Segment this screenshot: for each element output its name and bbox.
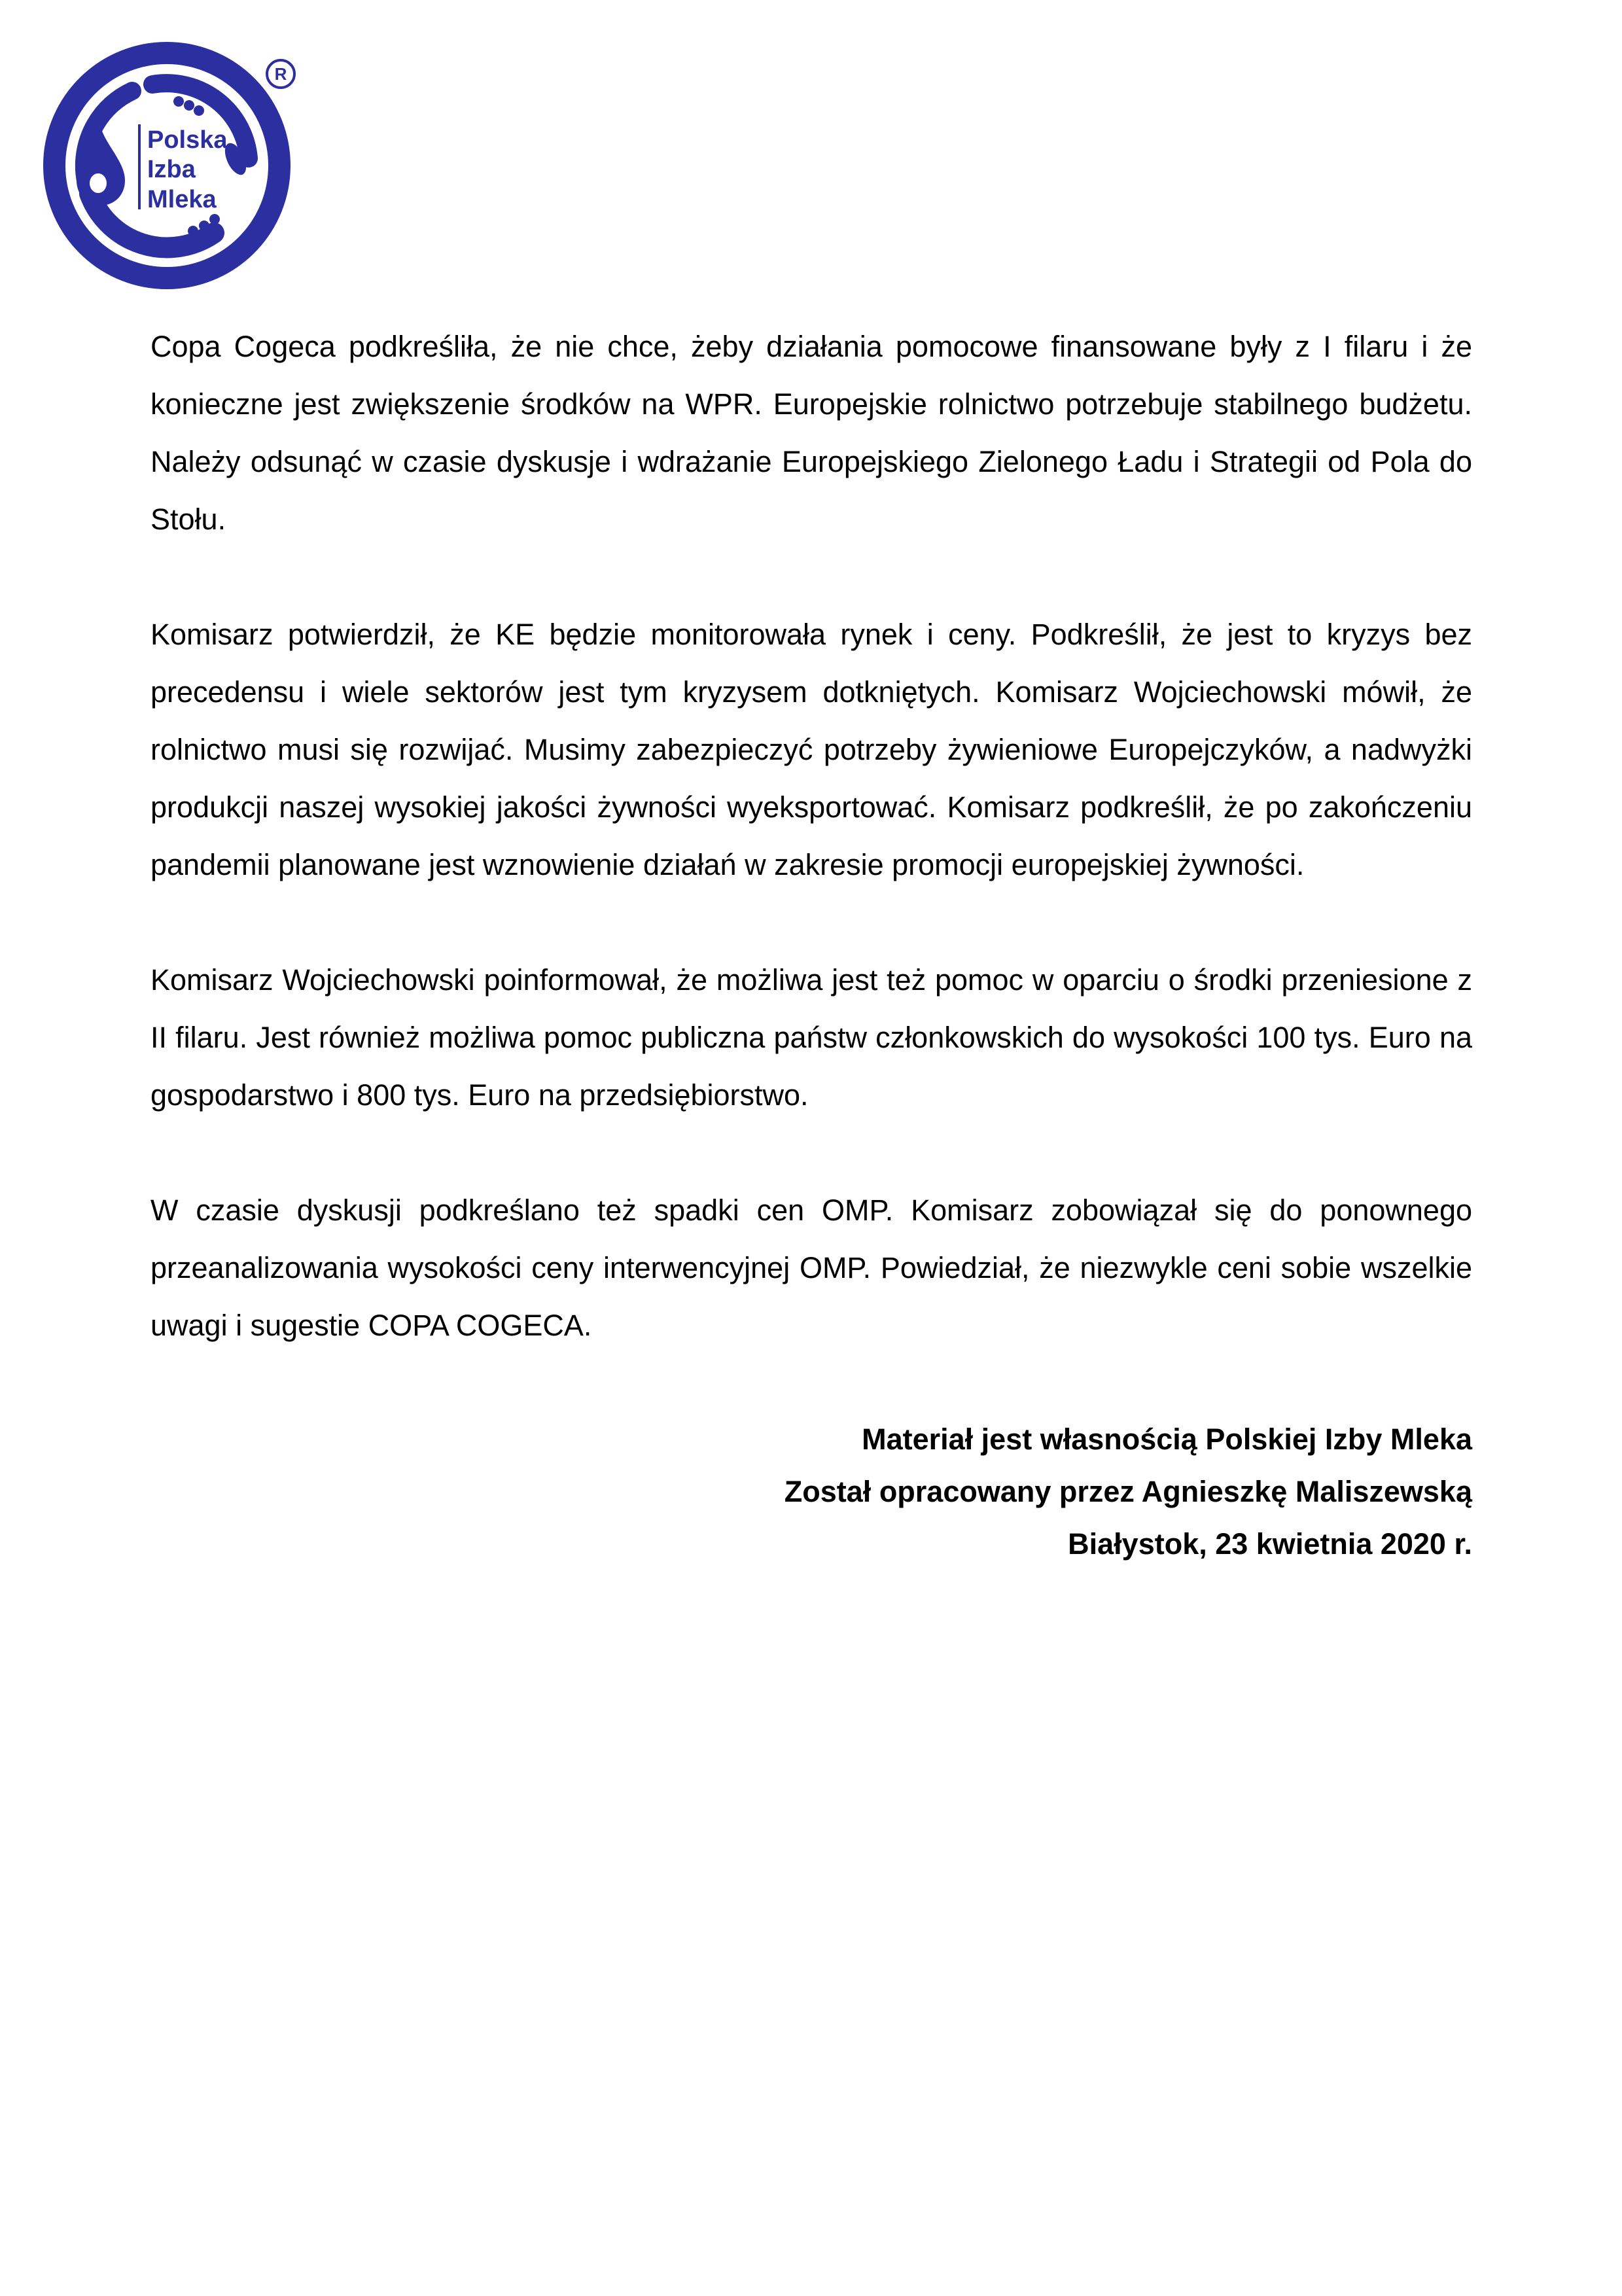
milk-drop-highlight [90,173,107,193]
document-body [150,318,1472,1570]
body-paragraph-3: Komisarz Wojciechowski poinformował, że możliwa jest też pomoc w oparciu o środki przeniesione z II filaru. Jest również możliwa pomoc publiczna państw członkowskich do wysokości 100 tys. Euro na gospodarstwo i 800 tys. Euro na przedsiębiorstwo. [150,963,1472,1112]
document-footer [150,1413,1472,1570]
logo-text-line2: Izba [147,156,196,183]
polska-izba-mleka-logo [36,38,324,300]
svg-text:R: R [274,64,287,84]
body-paragraph-1: Copa Cogeca podkreśliła, że nie chce, żeby działania pomocowe finansowane były z I filaru i że konieczne jest zwiększenie środków na WPR. Europejskie rolnictwo potrzebuje stabilnego budżetu. Należy odsunąć w czasie dyskusje i wdrażanie Europejskiego Zielonego Ładu i Strategii od Pola do Stołu. [150,330,1472,536]
body-paragraph-2: Komisarz potwierdził, że KE będzie monitorowała rynek i ceny. Podkreślił, że jest to kryzys bez precedensu i wiele sektorów jest tym kryzysem dotkniętych. Komisarz Wojciechowski mówił, że rolnictwo musi się rozwijać. Musimy zabezpieczyć potrzeby żywieniowe Europejczyków, a nadwyżki produkcji naszej wysokiej jakości żywności wyeksportować. Komisarz podkreślił, że po zakończeniu pandemii planowane jest wznowienie działań w zakresie promocji europejskiej żywności. [150,618,1472,881]
footer-date-line: Białystok, 23 kwietnia 2020 r. [1068,1527,1472,1561]
footer-author-line: Został opracowany przez Agnieszkę Maliszewską [784,1475,1472,1508]
registered-trademark-icon [267,60,294,88]
logo-graphic [36,38,324,300]
logo-text-line3: Mleka [147,186,217,213]
logo-text-line1: Polska [147,126,228,154]
footer-ownership-line: Materiał jest własnością Polskiej Izby Mleka [862,1422,1472,1456]
body-paragraph-4: W czasie dyskusji podkreślano też spadki cen OMP. Komisarz zobowiązał się do ponownego przeanalizowania wysokości ceny interwencyjnej OMP. Powiedział, że niezwykle ceni sobie wszelkie uwagi i sugestie COPA COGECA. [150,1193,1472,1342]
